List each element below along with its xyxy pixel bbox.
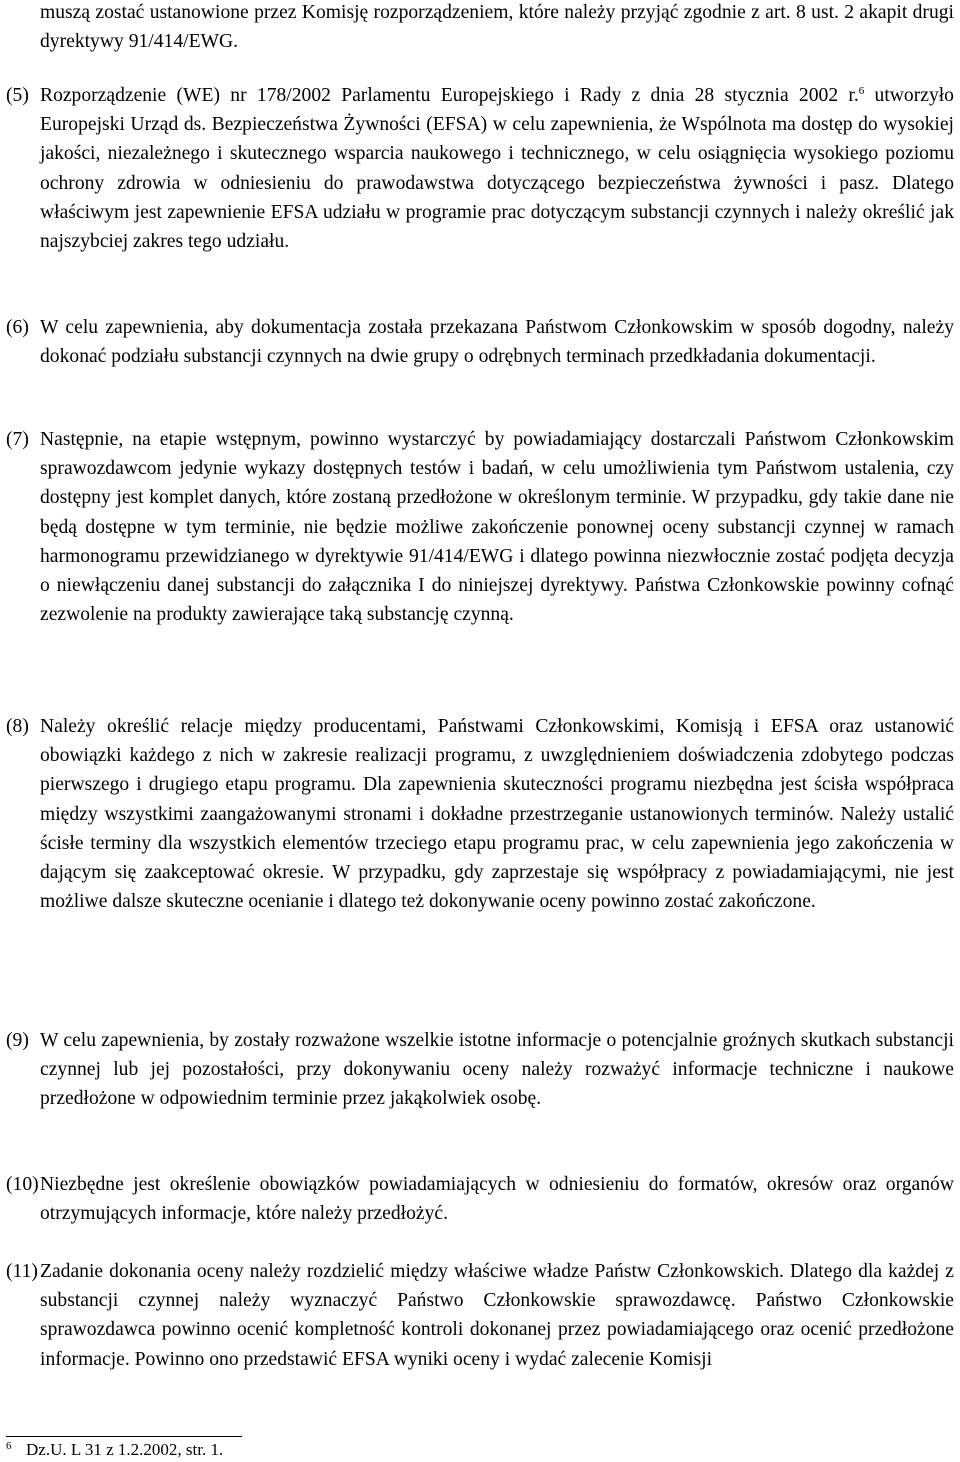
continuation-text: muszą zostać ustanowione przez Komisję rozporządzeniem, które należy przyjąć zgodnie z art. 8 ust. 2 akapit drugi dyrektywy 91/414/EWG. — [40, 2, 954, 53]
continuation-paragraph — [40, 0, 954, 56]
recital-9 — [6, 1026, 954, 1114]
recital-number: (10) — [6, 1174, 39, 1195]
recital-text: W celu zapewnienia, by zostały rozważone wszelkie istotne informacje o potencjalnie groźnych skutkach substancji czynnej lub jej pozostałości, przy dokonywaniu oceny należy rozważyć informacje techniczne i naukowe przedłożone w odpowiednim terminie przez jakąkolwiek osobę. — [40, 1030, 954, 1110]
recital-number: (5) — [6, 85, 29, 106]
recital-number: (8) — [6, 716, 29, 737]
recital-7 — [6, 425, 954, 629]
recital-6 — [6, 313, 954, 371]
recital-text: Rozporządzenie (WE) nr 178/2002 Parlamentu Europejskiego i Rady z dnia 28 stycznia 2002 r.$^6$ utworzyło Europejski Urząd ds. Bezpieczeństwa Żywności (EFSA) w celu zapewnienia, że Wspólnota ma dostęp do wysokiej jakości, niezależnego i skutecznego wsparcia naukowego i technicznego, w celu osiągnięcia wysokiego poziomu ochrony zdrowia w odniesieniu do prawodawstwa dotyczącego bezpieczeństwa żywności i pasz. Dlatego właściwym jest zapewnienie EFSA udziału w programie prac dotyczącym substancji czynnych i należy określić jak najszybciej zakres tego udziału. — [40, 85, 954, 253]
recital-5 — [6, 81, 954, 256]
recital-11 — [6, 1257, 954, 1374]
footnote-text: Dz.U. L 31 z 1.2.2002, str. 1. — [26, 1440, 224, 1459]
recital-text: Należy określić relacje między producentami, Państwami Członkowskimi, Komisją i EFSA oraz ustanowić obowiązki każdego z nich w zakresie realizacji programu, z uwzględnieniem doświadczenia zdobytego podczas pierwszego i drugiego etapu programu. Dla zapewnienia skuteczności programu niezbędna jest ścisła współpraca między wszystkimi zaangażowanymi stronami i dokładne przestrzeganie ustanowionych terminów. Należy ustalić ścisłe terminy dla wszystkich elementów trzeciego etapu programu prac, w celu zapewnienia jego zakończenia w dającym się zaakceptować okresie. W przypadku, gdy zaprzestaje się współpracy z powiadamiającymi, nie jest możliwe dalsze skuteczne ocenianie i dlatego też dokonywanie oceny powinno zostać zakończone. — [40, 716, 954, 913]
recital-10 — [6, 1170, 954, 1228]
recital-number: (7) — [6, 429, 29, 450]
recital-number: (6) — [6, 317, 29, 338]
recital-text: W celu zapewnienia, aby dokumentacja została przekazana Państwom Członkowskim w sposób dogodny, należy dokonać podziału substancji czynnych na dwie grupy o odrębnych terminach przedkładania dokumentacji. — [40, 317, 954, 368]
footnote-separator — [6, 1436, 242, 1437]
recital-number: (9) — [6, 1030, 29, 1051]
recital-8 — [6, 712, 954, 916]
recital-number: (11) — [6, 1261, 38, 1282]
footnote: 6 Dz.U. L 31 z 1.2.2002, str. 1. — [6, 1440, 224, 1459]
recital-text: Następnie, na etapie wstępnym, powinno wystarczyć by powiadamiający dostarczali Państwom Członkowskim sprawozdawcom jedynie wykazy dostępnych testów i badań, w celu umożliwienia tym Państwom ustalenia, czy dostępny jest komplet danych, które zostaną przedłożone w określonym terminie. W przypadku, gdy takie dane nie będą dostępne w tym terminie, nie będzie możliwe zakończenie ponownej oceny substancji czynnej w ramach harmonogramu przewidzianego w dyrektywie 91/414/EWG i dlatego powinna niezwłocznie zostać podjęta decyzja o niewłączeniu danej substancji do załącznika I do niniejszej dyrektywy. Państwa Członkowskie powinny cofnąć zezwolenie na produkty zawierające taką substancję czynną. — [40, 429, 954, 626]
recital-text: Niezbędne jest określenie obowiązków powiadamiających w odniesieniu do formatów, okresów oraz organów otrzymujących informacje, które należy przedłożyć. — [40, 1174, 954, 1225]
footnote-reference[interactable]: 6 — [858, 85, 865, 97]
recital-text: Zadanie dokonania oceny należy rozdzielić między właściwe władze Państw Członkowskich. Dlatego dla każdej z substancji czynnej należy wyznaczyć Państwo Członkowskie sprawozdawcę. Państwo Członkowskie sprawozdawca powinno ocenić kompletność kontroli dokonanej przez powiadamiającego oraz ocenić przedłożone informacje. Powinno ono przedstawić EFSA wyniki oceny i wydać zalecenie Komisji — [40, 1261, 954, 1370]
